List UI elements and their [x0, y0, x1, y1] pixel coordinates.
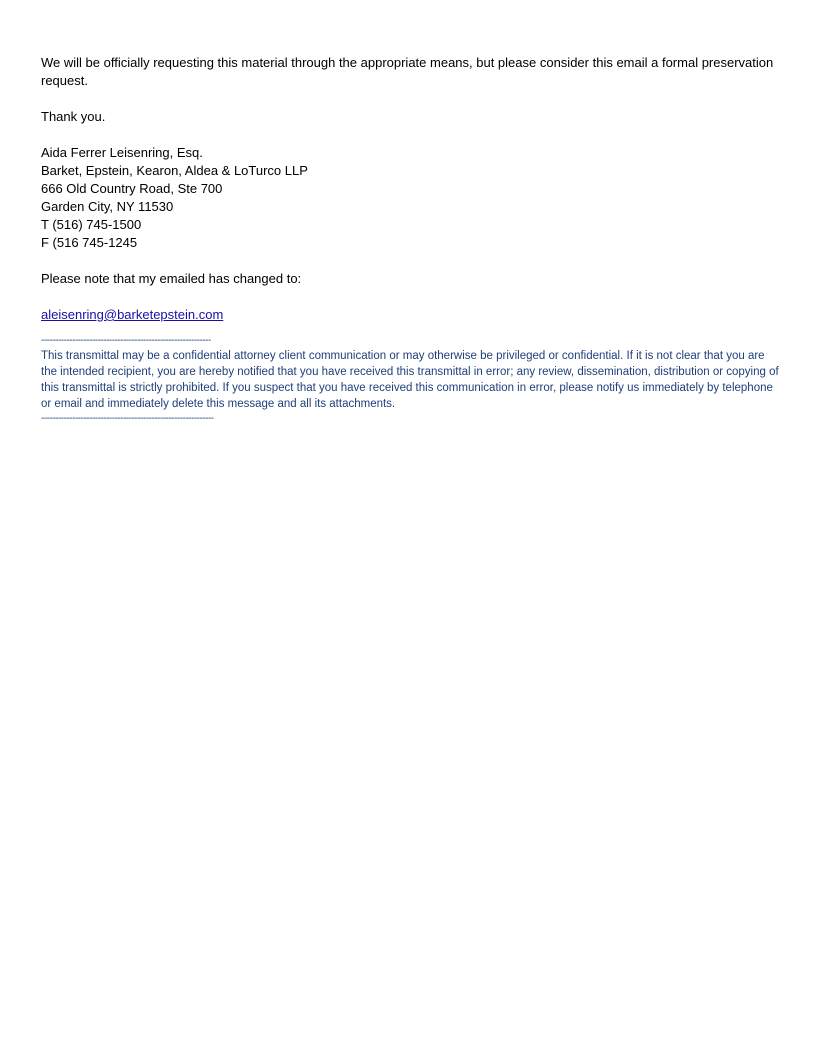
disclaimer-bottom-rule: ------------------------------------------------------------- [41, 413, 214, 424]
confidentiality-disclaimer [41, 334, 781, 426]
signature-firm: Barket, Epstein, Kearon, Aldea & LoTurco LLP [41, 163, 308, 178]
signature-address-line-2: Garden City, NY 11530 [41, 199, 174, 214]
signature-fax: F (516 745-1245 [41, 235, 138, 250]
signature-block [41, 144, 781, 252]
email-body [41, 54, 781, 426]
thank-you-line: Thank you. [41, 109, 106, 124]
preservation-request-paragraph: We will be officially requesting this material through the appropriate means, but please consider this email a formal preservation request. [41, 55, 774, 88]
signature-address-line-1: 666 Old Country Road, Ste 700 [41, 181, 223, 196]
email-link[interactable]: aleisenring@barketepstein.com [41, 307, 224, 322]
disclaimer-top-rule: ------------------------------------------------------------ [41, 335, 211, 346]
spacer [41, 90, 781, 108]
disclaimer-text: This transmittal may be a confidential attorney client communication or may otherwise be privileged or confidential. If it is not clear that you are the intended recipient, you are hereby notified that you have received this transmittal in error; any review, dissemination, distribution or copying of this transmittal is strictly prohibited. If you suspect that you have received this communication in error, please notify us immediately by telephone or email and immediately delete this message and all its attachments. [41, 350, 779, 410]
spacer [41, 252, 781, 270]
spacer [41, 288, 781, 306]
email-change-notice: Please note that my emailed has changed to: [41, 271, 302, 286]
spacer [41, 126, 781, 144]
signature-phone: T (516) 745-1500 [41, 217, 142, 232]
signature-name: Aida Ferrer Leisenring, Esq. [41, 145, 203, 160]
